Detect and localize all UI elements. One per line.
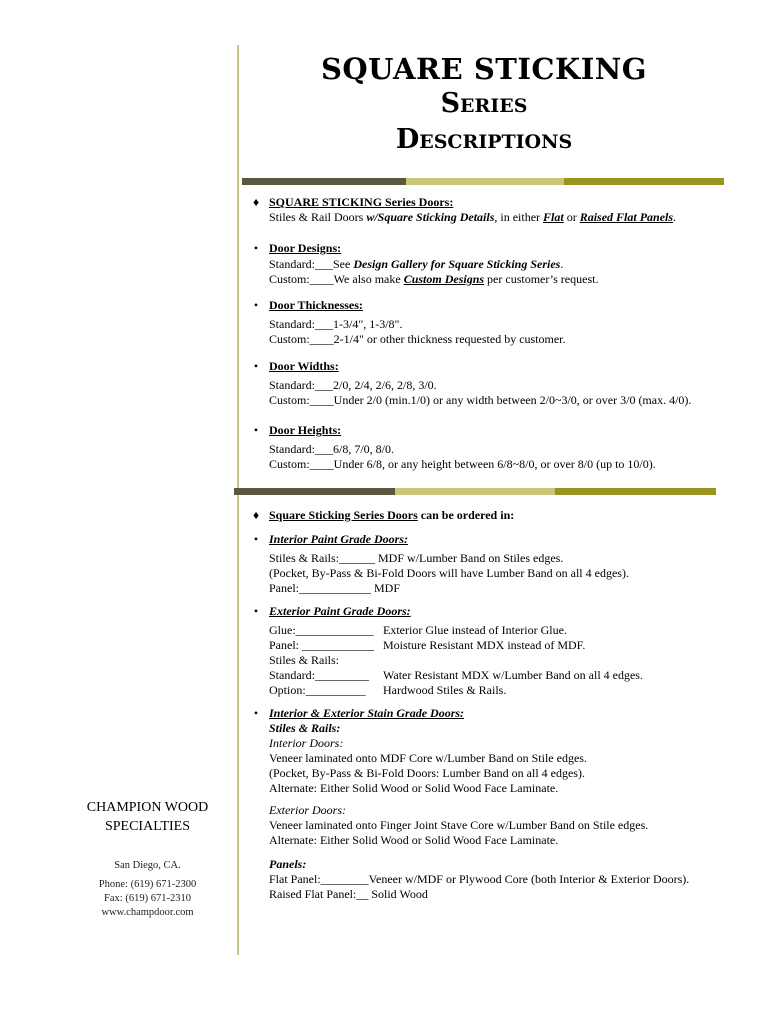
company-name-line2: SPECIALTIES (104, 819, 191, 834)
interior-doors-label: Interior Doors: (269, 736, 344, 750)
interior-paint-grade-heading: Interior Paint Grade Doors: (269, 532, 409, 546)
diamond-bullet-icon: ♦ (252, 195, 260, 209)
company-city: San Diego, CA. (114, 860, 181, 871)
interior-doors-line: (Pocket, By-Pass & Bi-Fold Doors: Lumber Band on all 4 edges). (269, 766, 585, 780)
door-thicknesses-heading: Door Thicknesses: (269, 298, 363, 312)
company-fax: Fax: (619) 671-2310 (104, 893, 191, 904)
bullet-icon: • (253, 423, 259, 437)
stain-stiles-rails-heading: Stiles & Rails: (269, 721, 341, 735)
door-designs-custom: per customer’s request. (484, 272, 599, 286)
bullet-icon: • (253, 359, 259, 373)
raised-flat-panel-line: Raised Flat Panel:__ Solid Wood (269, 887, 428, 901)
raised-flat-panels-link: Raised Flat Panels (579, 210, 674, 224)
company-name-line1: CHAMPION WOOD (86, 800, 209, 815)
design-gallery-reference: Design Gallery for Square Sticking Series (353, 257, 561, 271)
divider-segment-dark (234, 488, 395, 495)
divider-segment-light (395, 488, 555, 495)
door-designs-custom: Custom:____We also make (269, 272, 404, 286)
option-value: Hardwood Stiles & Rails. (383, 683, 507, 697)
exterior-doors-line: Alternate: Either Solid Wood or Solid Wood Face Laminate. (269, 833, 559, 847)
exterior-doors-line: Veneer laminated onto Finger Joint Stave Core w/Lumber Band on Stile edges. (269, 818, 649, 832)
page-title-line2: Series (440, 88, 528, 119)
option-label: Option:__________ (269, 683, 366, 697)
door-heights-heading: Door Heights: (269, 423, 342, 437)
divider-segment-dark (242, 178, 406, 185)
series-doors-detail: w/Square Sticking Details (366, 210, 495, 224)
exterior-doors-label: Exterior Doors: (269, 803, 346, 817)
vertical-rule (237, 45, 239, 955)
page-title-line3: Descriptions (395, 124, 573, 155)
order-options-heading-series: Square Sticking Series Doors (269, 508, 418, 522)
series-doors-text: or (563, 210, 580, 224)
standard-label: Standard:_________ (269, 668, 369, 682)
door-designs-standard: Standard:___See (269, 257, 354, 271)
page-title: SQUARE STICKING (320, 52, 648, 86)
door-thicknesses-standard: Standard:___1-3/4", 1-3/8". (269, 317, 403, 331)
interior-doors-line: Veneer laminated onto MDF Core w/Lumber Band on Stile edges. (269, 751, 587, 765)
divider-segment-light (406, 178, 564, 185)
series-doors-text: Stiles & Rail Doors (269, 210, 367, 224)
flat-link: Flat (543, 210, 564, 224)
panel-value: Moisture Resistant MDX instead of MDF. (383, 638, 586, 652)
divider-segment-olive (555, 488, 716, 495)
stiles-rails-label: Stiles & Rails: (269, 653, 340, 667)
order-options-heading-text: can be ordered in: (417, 508, 515, 522)
door-heights-custom: Custom:____Under 6/8, or any height between 6/8~8/0, or over 8/0 (up to 10/0). (269, 457, 656, 471)
door-designs-standard: . (560, 257, 564, 271)
panels-label: Panels: (269, 857, 307, 871)
interior-paint-stiles-rails: Stiles & Rails:______ MDF w/Lumber Band on Stiles edges. (269, 551, 564, 565)
door-thicknesses-custom: Custom:____2-1/4" or other thickness requested by customer. (269, 332, 566, 346)
stain-grade-heading: Interior & Exterior Stain Grade Doors: (269, 706, 465, 720)
exterior-paint-grade-heading: Exterior Paint Grade Doors: (269, 604, 411, 618)
interior-paint-panel: Panel:____________ MDF (269, 581, 401, 595)
diamond-bullet-icon: ♦ (252, 508, 260, 522)
bullet-icon: • (253, 532, 259, 546)
glue-value: Exterior Glue instead of Interior Glue. (383, 623, 567, 637)
panel-label: Panel: ____________ (269, 638, 374, 652)
series-doors-text: , in either (494, 210, 544, 224)
interior-doors-line: Alternate: Either Solid Wood or Solid Wood Face Laminate. (269, 781, 559, 795)
bullet-icon: • (253, 298, 259, 312)
divider-segment-olive (564, 178, 724, 185)
door-widths-custom: Custom:____Under 2/0 (min.1/0) or any width between 2/0~3/0, or over 3/0 (max. 4/0). (269, 393, 692, 407)
door-widths-heading: Door Widths: (269, 359, 339, 373)
company-name (60, 798, 235, 836)
standard-value: Water Resistant MDX w/Lumber Band on all 4 edges. (383, 668, 643, 682)
company-phone: Phone: (619) 671-2300 (98, 879, 197, 890)
flat-panel-line: Flat Panel:________Veneer w/MDF or Plywood Core (both Interior & Exterior Doors). (269, 872, 690, 886)
door-designs-heading: Door Designs: (269, 241, 342, 255)
bullet-icon: • (253, 604, 259, 618)
series-doors-text: . (673, 210, 677, 224)
bullet-icon: • (253, 706, 259, 720)
door-widths-standard: Standard:___2/0, 2/4, 2/6, 2/8, 3/0. (269, 378, 437, 392)
door-heights-standard: Standard:___6/8, 7/0, 8/0. (269, 442, 394, 456)
company-website: www.champdoor.com (101, 907, 194, 918)
interior-paint-note: (Pocket, By-Pass & Bi-Fold Doors will have Lumber Band on all 4 edges). (269, 566, 629, 580)
glue-label: Glue:_____________ (269, 623, 374, 637)
custom-designs-link: Custom Designs (403, 272, 485, 286)
bullet-icon: • (253, 241, 259, 255)
series-doors-heading: SQUARE STICKING Series Doors: (269, 195, 454, 209)
